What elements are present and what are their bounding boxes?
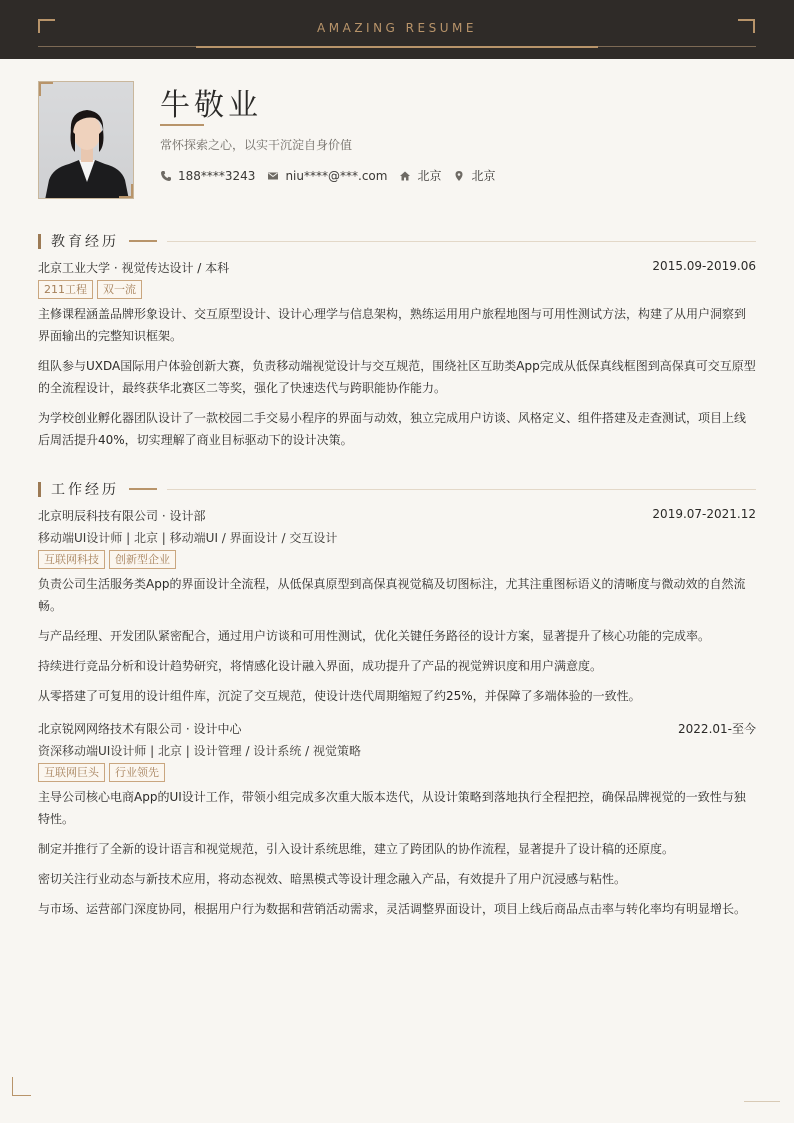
- job-paragraph: 与市场、运营部门深度协同，根据用户行为数据和营销活动需求，灵活调整界面设计，项目上线后商品点击率与转化率均有明显增长。: [38, 902, 747, 916]
- section-title-work: [38, 479, 756, 499]
- name-underline: [160, 124, 204, 126]
- location-text: 北京: [471, 169, 496, 183]
- job-paragraph: 密切关注行业动态与新技术应用，将动态视效、暗黑模式等设计理念融入产品，有效提升了用户沉浸感与粘性。: [38, 872, 627, 886]
- mail-icon: [267, 170, 279, 182]
- job-paragraph: 负责公司生活服务类App的界面设计全流程，从低保真原型到高保真视觉稿及切图标注，尤其注重图标语义的清晰度与微动效的自然流畅。: [38, 577, 746, 613]
- tag: 211工程: [38, 280, 93, 299]
- phone-text: 188****3243: [178, 168, 256, 183]
- footer-rule: [744, 1101, 780, 1102]
- tag: 互联网科技: [38, 550, 105, 569]
- job-role: 移动端UI设计师 | 北京 | 移动端UI / 界面设计 / 交互设计: [38, 531, 338, 545]
- job-header: [38, 720, 756, 737]
- tag: 双一流: [97, 280, 142, 299]
- contact-home: [399, 167, 441, 184]
- corner-ornament: [119, 184, 133, 198]
- job-paragraph: 与产品经理、开发团队紧密配合，通过用户访谈和可用性测试，优化关键任务路径的设计方案，显著提升了核心功能的完成率。: [38, 629, 711, 643]
- education-paragraph: 为学校创业孵化器团队设计了一款校园二手交易小程序的界面与动效，独立完成用户访谈、风格定义、组件搭建及走查测试，项目上线后周活提升40%，切实理解了商业目标驱动下的设计决策。: [38, 411, 747, 447]
- location-pin-icon: [453, 170, 465, 182]
- education-date: 2015.09-2019.06: [652, 259, 756, 273]
- job-paragraph: 从零搭建了可复用的设计组件库，沉淀了交互规范，使设计迭代周期缩短了约25%，并保障了多端体验的一致性。: [38, 689, 641, 703]
- motto: 常怀探索之心，以实干沉淀自身价值: [160, 138, 353, 152]
- company-name: 北京明辰科技有限公司 · 设计部: [38, 509, 206, 523]
- tag: 行业领先: [109, 763, 165, 782]
- section-title-text: 教育经历: [51, 234, 119, 250]
- education-paragraph: 主修课程涵盖品牌形象设计、交互原型设计、设计心理学与信息架构，熟练运用用户旅程地图与可用性测试方法，构建了从用户洞察到界面输出的完整知识框架。: [38, 307, 747, 343]
- job-date: 2019.07-2021.12: [652, 507, 756, 521]
- section-title-text: 工作经历: [51, 482, 119, 498]
- contact-location: [453, 167, 495, 184]
- job-tags: [38, 550, 176, 569]
- person-name: 牛敬业: [160, 88, 262, 123]
- section-dash: [129, 240, 157, 242]
- corner-ornament: [12, 1077, 31, 1096]
- job-tags: [38, 763, 165, 782]
- header-bar: [0, 0, 794, 59]
- section-marker: [38, 234, 41, 249]
- tag: 创新型企业: [109, 550, 176, 569]
- job-paragraph: 主导公司核心电商App的UI设计工作，带领小组完成多次重大版本迭代，从设计策略到落地执行全程把控，确保品牌视觉的一致性与独特性。: [38, 790, 746, 826]
- section-marker: [38, 482, 41, 497]
- education-header: [38, 259, 756, 276]
- home-icon: [399, 170, 411, 182]
- education-paragraph: 组队参与UXDA国际用户体验创新大赛，负责移动端视觉设计与交互规范，围绕社区互助类App完成从低保真线框图到高保真可交互原型的全流程设计，最终获华北赛区二等奖，强化了快速迭代与跨职能协作能力。: [38, 359, 756, 395]
- section-rule: [167, 489, 756, 490]
- job-paragraph: 制定并推行了全新的设计语言和视觉规范，引入设计系统思维，建立了跨团队的协作流程，显著提升了设计稿的还原度。: [38, 842, 675, 856]
- person-portrait: [39, 82, 134, 199]
- divider-accent: [196, 46, 598, 48]
- contact-phone: [160, 169, 255, 183]
- contact-list: [160, 167, 495, 184]
- school-name: 北京工业大学 · 视觉传达设计 / 本科: [38, 261, 230, 275]
- email-text: niu****@***.com: [285, 168, 388, 183]
- section-rule: [167, 241, 756, 242]
- company-name: 北京锐网网络技术有限公司 · 设计中心: [38, 722, 242, 736]
- corner-ornament: [39, 82, 53, 96]
- phone-icon: [160, 170, 172, 182]
- contact-email: [267, 169, 387, 183]
- section-title-education: [38, 231, 756, 251]
- profile-photo: [38, 81, 134, 199]
- job-paragraph: 持续进行竞品分析和设计趋势研究，将情感化设计融入界面，成功提升了产品的视觉辨识度和用户满意度。: [38, 659, 603, 673]
- job-date: 2022.01-至今: [678, 722, 756, 736]
- brand-title: AMAZING RESUME: [317, 21, 477, 35]
- job-role: 资深移动端UI设计师 | 北京 | 设计管理 / 设计系统 / 视觉策略: [38, 744, 362, 758]
- job-header: [38, 507, 756, 524]
- home-text: 北京: [417, 169, 442, 183]
- section-dash: [129, 488, 157, 490]
- education-tags: [38, 280, 142, 299]
- tag: 互联网巨头: [38, 763, 105, 782]
